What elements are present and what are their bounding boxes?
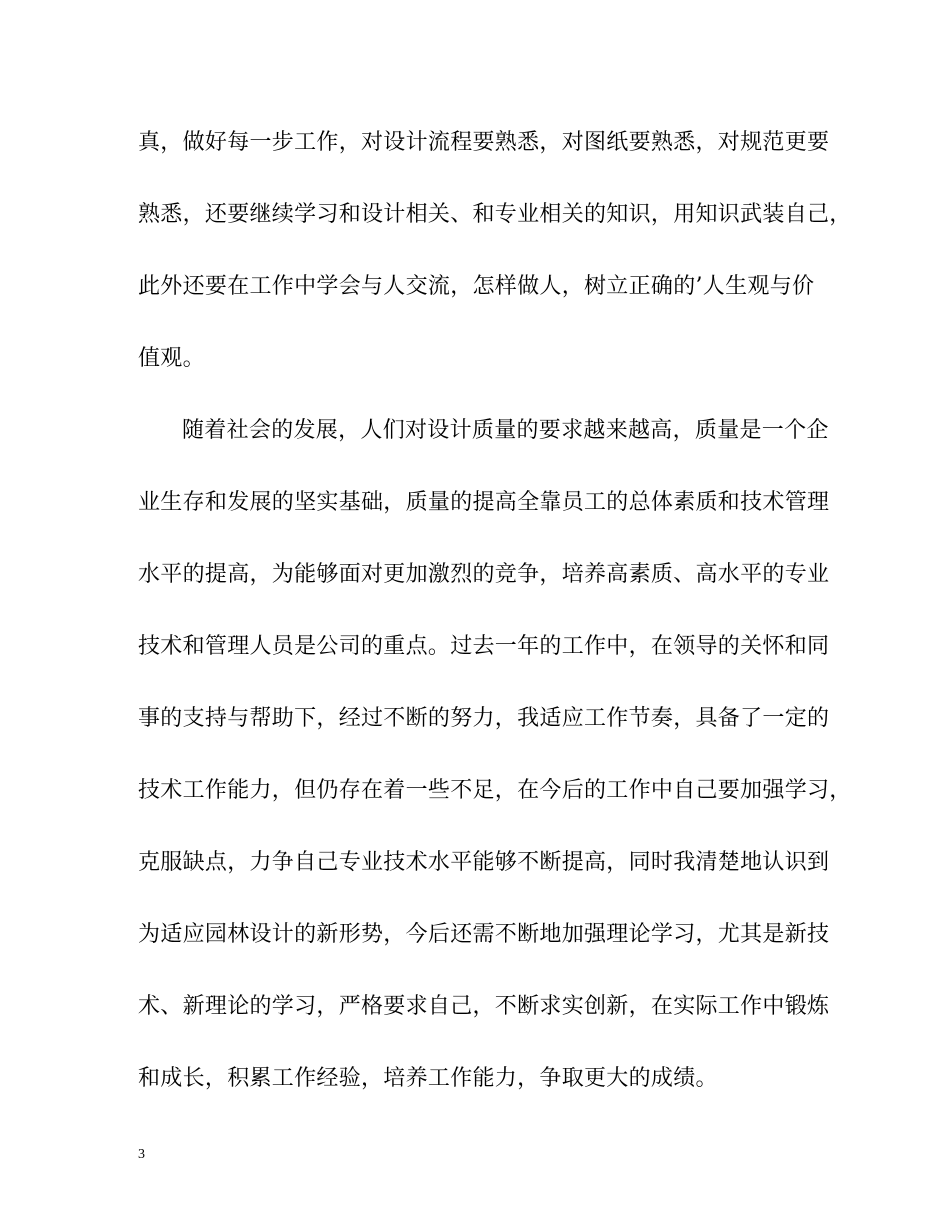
- paragraph-line: 真，做好每一步工作，对设计流程要熟悉，对图纸要熟悉，对规范更要: [138, 130, 830, 155]
- paragraph-line: 值观。: [138, 346, 205, 371]
- paragraph-line: 技术和管理人员是公司的重点。过去一年的工作中，在领导的关怀和同: [138, 634, 830, 659]
- page-number: 3: [138, 1147, 145, 1162]
- paragraph-line: 熟悉，还要继续学习和设计相关、和专业相关的知识，用知识武装自己，: [138, 202, 852, 227]
- paragraph-line: 克服缺点，力争自己专业技术水平能够不断提高，同时我清楚地认识到: [138, 850, 830, 875]
- paragraph-line: 术、新理论的学习，严格要求自己，不断求实创新，在实际工作中锻炼: [138, 994, 830, 1019]
- paragraph-line: 技术工作能力，但仍存在着一些不足，在今后的工作中自己要加强学习，: [138, 778, 852, 803]
- paragraph-line: 水平的提高，为能够面对更加激烈的竞争，培养高素质、高水平的专业: [138, 562, 830, 587]
- paragraph-line: 事的支持与帮助下，经过不断的努力，我适应工作节奏，具备了一定的: [138, 706, 830, 731]
- paragraph-line: 为适应园林设计的新形势，今后还需不断地加强理论学习，尤其是新技: [138, 922, 830, 947]
- paragraph-line: 业生存和发展的坚实基础，质量的提高全靠员工的总体素质和技术管理: [138, 490, 830, 515]
- paragraph-line: 随着社会的发展，人们对设计质量的要求越来越高，质量是一个企: [182, 418, 829, 443]
- paragraph-line: 此外还要在工作中学会与人交流，怎样做人，树立正确的’人生观与价: [138, 274, 815, 299]
- paragraph-line: 和成长，积累工作经验，培养工作能力，争取更大的成绩。: [138, 1066, 718, 1091]
